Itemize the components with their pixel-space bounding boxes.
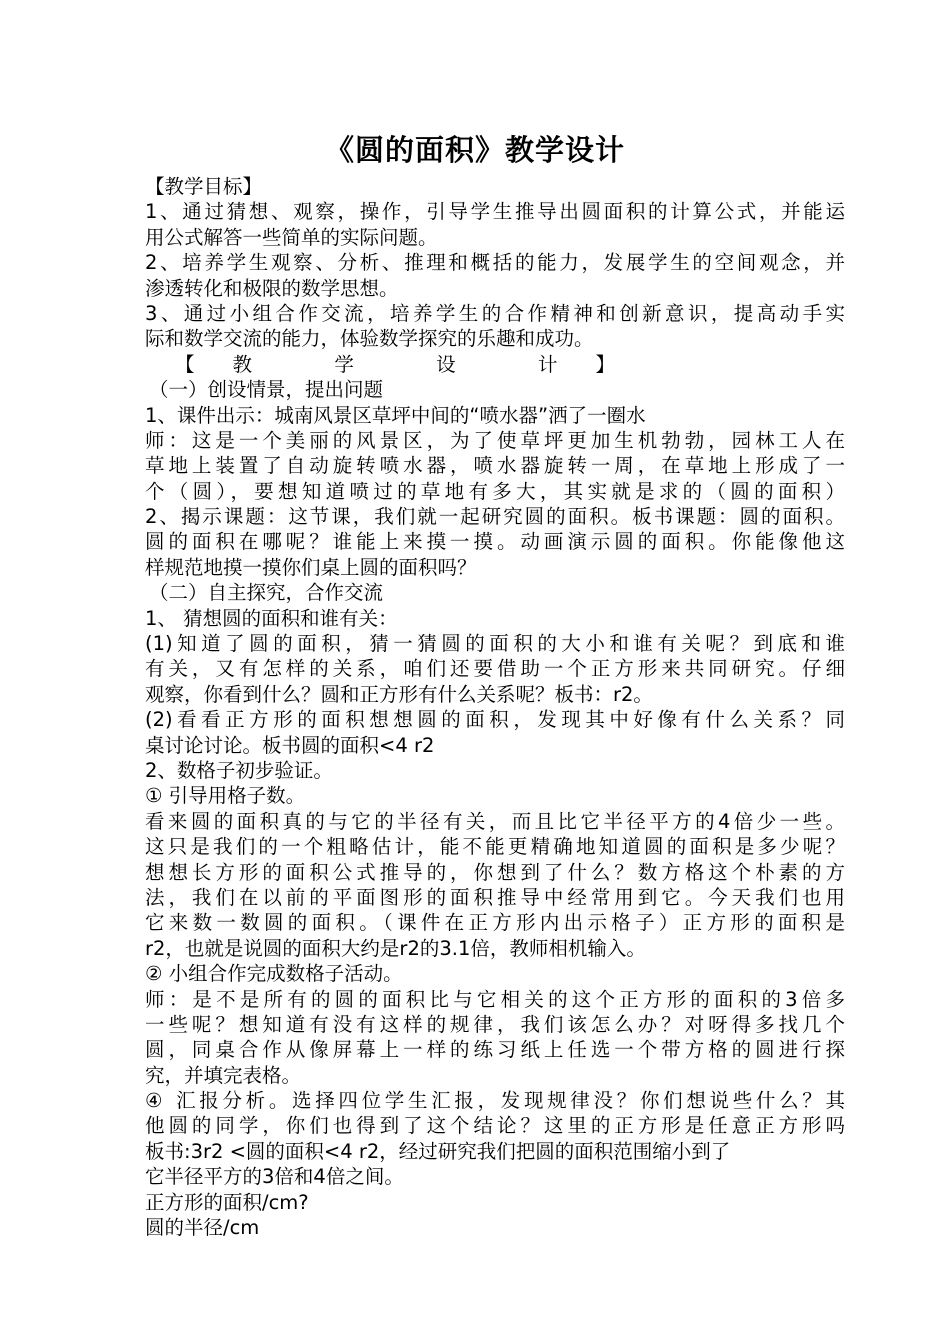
body-line: 桌讨论讨论。板书圆的面积<4 r2 (145, 733, 435, 757)
body-line: 观察，你看到什么？圆和正方形有什么关系呢？板书：r2。 (145, 682, 653, 706)
body-line: 法，我们在以前的平面图形的面积推导中经常用到它。今天我们也用 (145, 885, 845, 909)
body-line: 看来圆的面积真的与它的半径有关，而且比它半径平方的4倍少一些。 (145, 809, 845, 833)
body-line: 2、揭示课题：这节课，我们就一起研究圆的面积。板书课题：圆的面积。 (145, 505, 845, 529)
body-line: 想想长方形的面积公式推导的，你想到了什么？数方格这个朴素的方 (145, 860, 845, 884)
body-line: ② 小组合作完成数格子活动。 (145, 962, 403, 986)
body-line: ④ 汇报分析。选择四位学生汇报，发现规律没？你们想说些什么？其 (145, 1089, 845, 1113)
body-line: 1、通过猜想、观察，操作，引导学生推导出圆面积的计算公式，并能运 (145, 200, 845, 224)
body-line: 草地上装置了自动旋转喷水器，喷水器旋转一周，在草地上形成了一 (145, 454, 845, 478)
body-line: 个（圆），要想知道喷过的草地有多大，其实就是求的（圆的面积） (145, 479, 845, 503)
subsection-heading: （一）创设情景，提出问题 (149, 378, 384, 402)
body-line: 一些呢？想知道有没有这样的规律，我们该怎么办？对呀得多找几个 (145, 1012, 845, 1036)
body-line: 这只是我们的一个粗略估计，能不能更精确地知道圆的面积是多少呢？ (145, 835, 845, 859)
table-label-square-area: 正方形的面积/cm? (145, 1190, 309, 1214)
body-line: 2、数格子初步验证。 (145, 758, 333, 782)
body-line: 2、培养学生观察、分析、推理和概括的能力，发展学生的空间观念，并 (145, 251, 845, 275)
body-line: 1、 猜想圆的面积和谁有关： (145, 606, 398, 630)
document-title: 《圆的面积》教学设计 (324, 133, 625, 167)
body-line: (1)知道了圆的面积，猜一猜圆的面积的大小和谁有关呢？到底和谁 (145, 632, 845, 656)
table-label-circle-radius: 圆的半径/cm (145, 1216, 260, 1240)
body-line: 它半径平方的3倍和4倍之间。 (145, 1165, 404, 1189)
subsection-heading: （二）自主探究，合作交流 (149, 581, 384, 605)
body-line: 它来数一数圆的面积。（课件在正方形内出示格子）正方形的面积是 (145, 911, 845, 935)
body-line: 用公式解答一些简单的实际问题。 (145, 225, 438, 249)
body-line: 他圆的同学，你们也得到了这个结论？这里的正方形是任意正方形吗 (145, 1114, 845, 1138)
body-line: 师：这是一个美丽的风景区，为了使草坪更加生机勃勃，园林工人在 (145, 428, 845, 452)
body-line: 究，并填完表格。 (145, 1063, 302, 1087)
body-line: 渗透转化和极限的数学思想。 (145, 276, 399, 300)
section-heading-objectives: 【教学目标】 (145, 175, 263, 198)
body-line: 3、通过小组合作交流，培养学生的合作精神和创新意识，提高动手实 (145, 301, 845, 325)
body-line: 1、课件出示：城南风景区草坪中间的“喷水器”洒了一圈水 (145, 403, 646, 427)
body-line: 师：是不是所有的圆的面积比与它相关的这个正方形的面积的3倍多 (145, 987, 845, 1011)
body-line: 际和数学交流的能力，体验数学探究的乐趣和成功。 (145, 327, 594, 351)
body-line: (2)看看正方形的面积想想圆的面积，发现其中好像有什么关系？同 (145, 708, 845, 732)
body-line: 圆，同桌合作从像屏幕上一样的练习纸上任选一个带方格的圆进行探 (145, 1038, 845, 1062)
body-line: r2，也就是说圆的面积大约是r2的3.1倍，教师相机输入。 (145, 936, 646, 960)
document-body (145, 174, 845, 1240)
body-line: 圆的面积在哪呢？谁能上来摸一摸。动画演示圆的面积。你能像他这 (145, 530, 845, 554)
body-line: ① 引导用格子数。 (145, 784, 306, 808)
section-heading-design: 【教 学 设 计】 (175, 352, 615, 376)
body-line: 有关，又有怎样的关系，咱们还要借助一个正方形来共同研究。仔细 (145, 657, 845, 681)
body-line: 样规范地摸一摸你们桌上圆的面积吗？ (145, 555, 477, 579)
body-line: 板书:3r2 <圆的面积<4 r2，经过研究我们把圆的面积范围缩小到了 (145, 1139, 731, 1163)
